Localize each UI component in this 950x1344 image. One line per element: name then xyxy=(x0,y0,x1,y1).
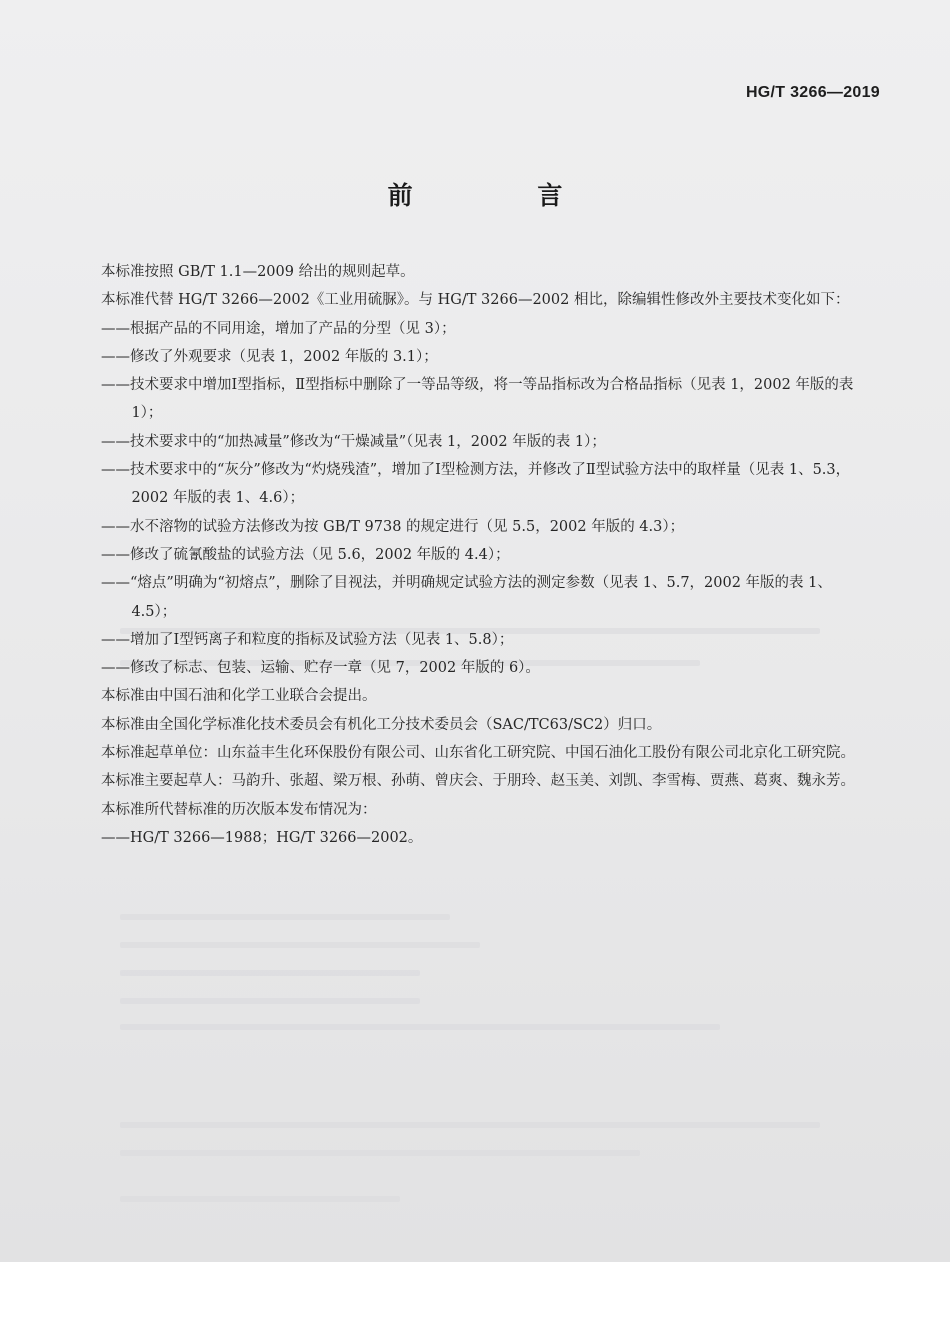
change-item: ——水不溶物的试验方法修改为按 GB/T 9738 的规定进行（见 5.5，2002 年版的 4.3）； xyxy=(101,518,685,535)
change-item: ——增加了Ⅰ型钙离子和粒度的指标及试验方法（见表 1、5.8）； xyxy=(101,631,514,648)
change-item: ——根据产品的不同用途，增加了产品的分型（见 3）； xyxy=(101,320,456,337)
closing-paragraph: 本标准由中国石油和化学工业联合会提出。 xyxy=(101,688,377,705)
change-item: ——技术要求中的“灰分”修改为“灼烧残渣”，增加了Ⅰ型检测方法，并修改了Ⅱ型试验方法中的取样量（见表 1、5.3，2002 年版的表 1、4.6）； xyxy=(101,462,851,507)
show-through-line xyxy=(120,970,420,976)
show-through-line xyxy=(120,1122,820,1128)
change-item: ——修改了标志、包装、运输、贮存一章（见 7，2002 年版的 6）。 xyxy=(101,660,540,677)
show-through-line xyxy=(120,1196,400,1202)
page-title: 前 言 xyxy=(387,181,621,210)
change-item: ——修改了外观要求（见表 1，2002 年版的 3.1）； xyxy=(101,348,438,365)
intro-paragraph: 本标准代替 HG/T 3266—2002《工业用硫脲》。与 HG/T 3266—2002 相比，除编辑性修改外主要技术变化如下： xyxy=(101,292,850,309)
closing-paragraph: 本标准所代替标准的历次版本发布情况为： xyxy=(101,801,377,818)
change-item: ——技术要求中增加Ⅰ型指标，Ⅱ型指标中删除了一等品等级，将一等品指标改为合格品指标（见表 1，2002 年版的表 1）； xyxy=(101,377,854,422)
show-through-line xyxy=(120,1024,720,1030)
closing-paragraph: 本标准主要起草人：马韵升、张超、梁万根、孙萌、曾庆会、于朋玲、赵玉美、刘凯、李雪梅、贾燕、葛爽、魏永芳。 xyxy=(101,773,855,790)
foreword-body xyxy=(72,258,872,852)
change-item: ——修改了硫氰酸盐的试验方法（见 5.6，2002 年版的 4.4）； xyxy=(101,546,510,563)
closing-paragraph: 本标准由全国化学标准化技术委员会有机化工分技术委员会（SAC/TC63/SC2）归口。 xyxy=(101,716,662,733)
closing-paragraph: 本标准起草单位：山东益丰生化环保股份有限公司、山东省化工研究院、中国石油化工股份有限公司北京化工研究院。 xyxy=(101,745,855,762)
show-through-line xyxy=(120,914,450,920)
show-through-line xyxy=(120,998,420,1004)
show-through-line xyxy=(120,1150,640,1156)
change-item: ——技术要求中的“加热减量”修改为“干燥减量”（见表 1，2002 年版的表 1）； xyxy=(101,433,606,450)
history-item: ——HG/T 3266—1988；HG/T 3266—2002。 xyxy=(101,829,423,846)
intro-paragraph: 本标准按照 GB/T 1.1—2009 给出的规则起草。 xyxy=(101,264,415,280)
show-through-line xyxy=(120,942,480,948)
document-code: HG/T 3266—2019 xyxy=(745,84,880,101)
change-item: ——“熔点”明确为“初熔点”，删除了目视法，并明确规定试验方法的测定参数（见表 1、5.7，2002 年版的表 1、4.5）； xyxy=(101,575,832,620)
